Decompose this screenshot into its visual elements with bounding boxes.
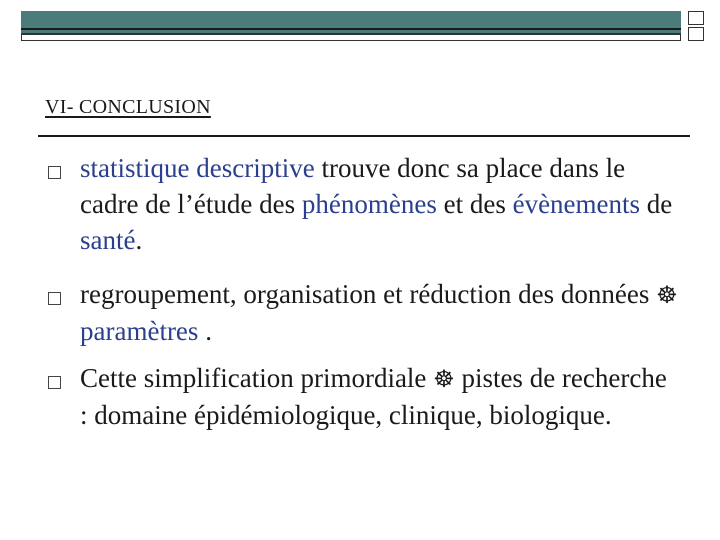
wheel-symbol-icon: ☸ [433, 365, 455, 393]
highlighted-term: phénomènes [301, 189, 437, 219]
text-segment: Cette simplification primordiale [80, 363, 434, 393]
square-bullet-icon [48, 166, 61, 179]
bullet-text [80, 360, 680, 433]
corner-box-bottom [688, 27, 704, 41]
text-segment: et des [436, 189, 513, 219]
slide-title: VI- CONCLUSION [45, 96, 211, 118]
square-bullet-icon [48, 376, 61, 389]
text-segment: . [198, 316, 212, 346]
text-segment: de [640, 189, 673, 219]
bullet-text [80, 150, 680, 258]
highlighted-term: évènements [512, 189, 641, 219]
square-bullet-icon [48, 292, 61, 305]
text-segment: pistes de recherche : domaine épidémiologique, clinique, biologique. [80, 363, 667, 430]
text-segment: regroupement, organisation et réduction des données [80, 279, 657, 309]
highlighted-term: statistique descriptive [80, 153, 315, 183]
title-rule [38, 135, 690, 137]
bullet-text [80, 276, 680, 349]
corner-box-top [688, 11, 704, 25]
header-underline-frame [21, 33, 681, 41]
highlighted-term: santé [80, 225, 136, 255]
text-segment: . [135, 225, 143, 255]
text-segment: trouve donc sa place dans le cadre de l’étude des [80, 153, 626, 219]
header-divider [21, 28, 681, 30]
wheel-symbol-icon: ☸ [656, 281, 678, 309]
highlighted-term: paramètres [80, 316, 199, 346]
